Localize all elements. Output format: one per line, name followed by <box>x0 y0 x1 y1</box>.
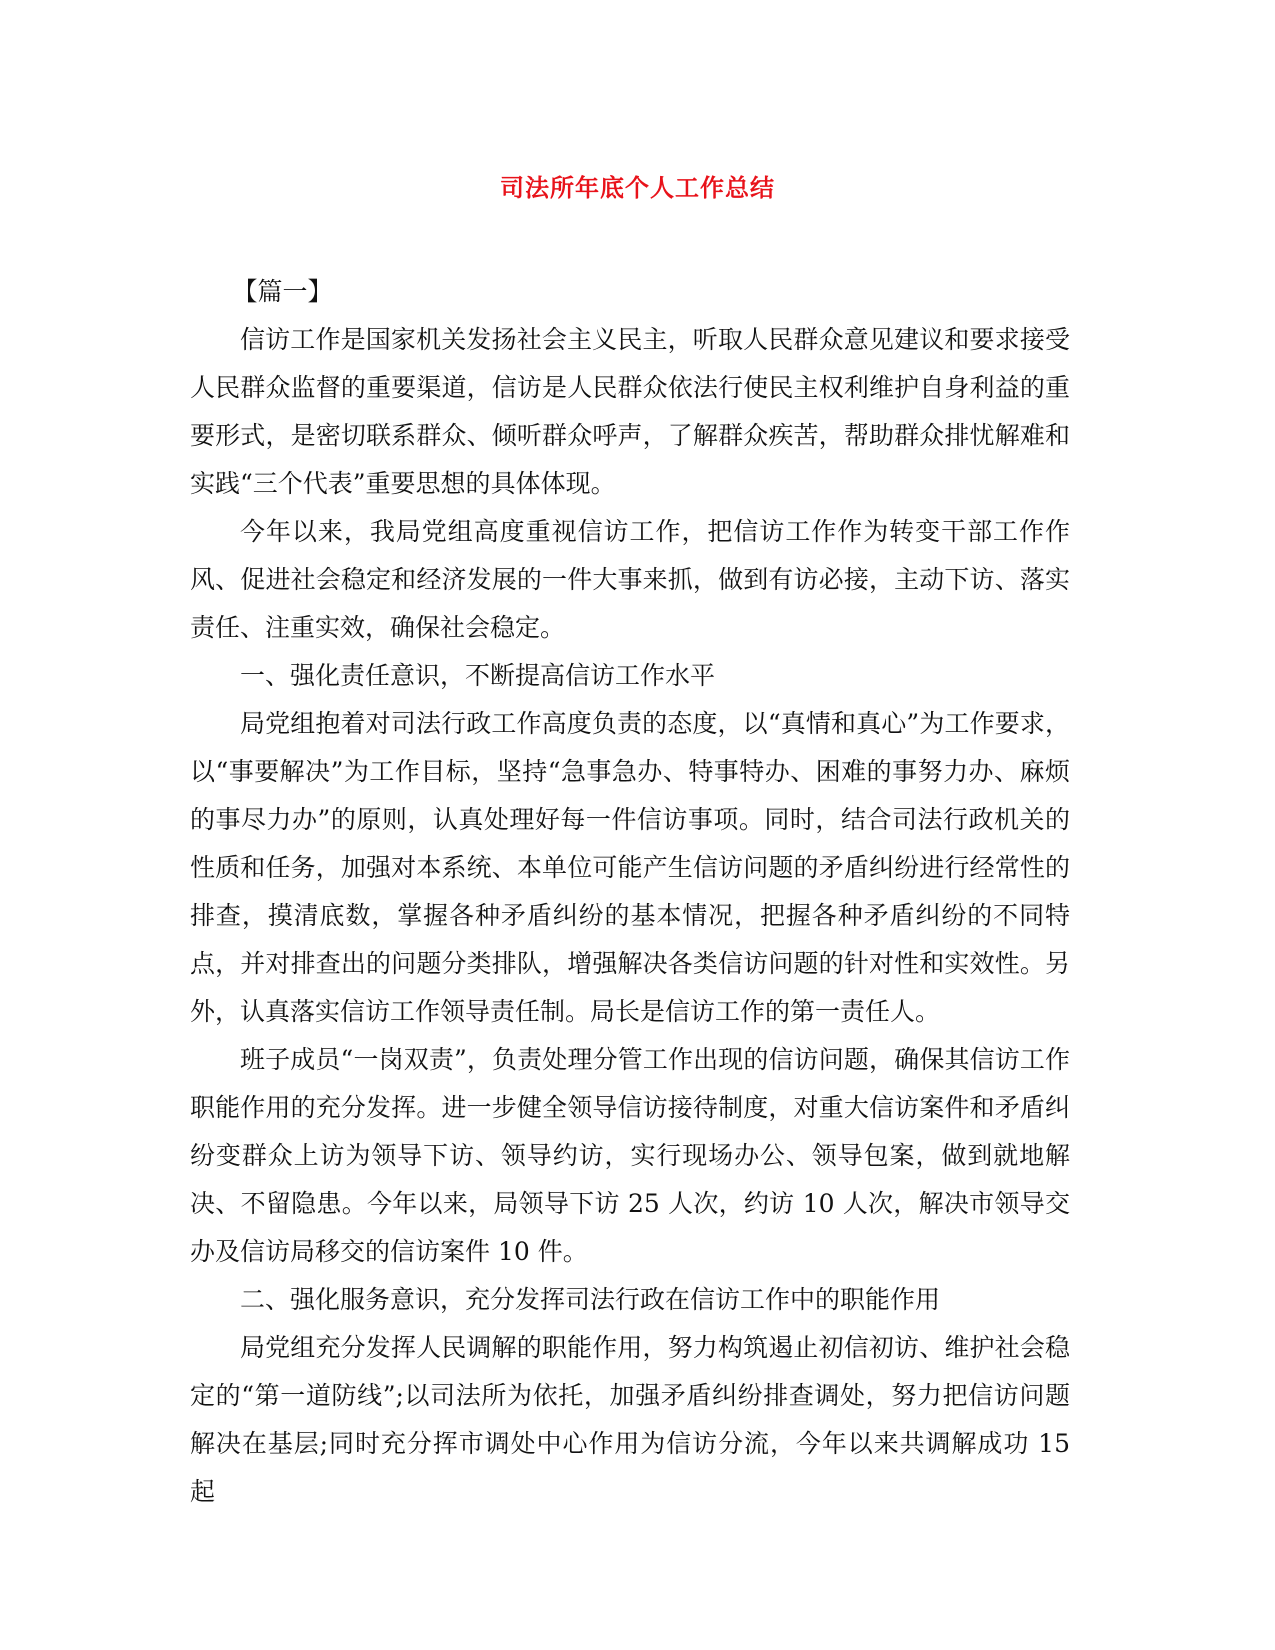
paragraph: 今年以来，我局党组高度重视信访工作，把信访工作作为转变干部工作作风、促进社会稳定和经济发展的一件大事来抓，做到有访必接，主动下访、落实责任、注重实效，确保社会稳定。 <box>190 517 1070 642</box>
section-label: 【篇一】 <box>232 277 333 306</box>
paragraph: 局党组充分发挥人民调解的职能作用，努力构筑遏止初信初访、维护社会稳定的“第一道防线”;以司法所为依托，加强矛盾纠纷排查调处，努力把信访问题解决在基层;同时充分挥市调处中心作用为信访分流，今年以来共调解成功 15 起 <box>190 1333 1070 1506</box>
paragraph: 班子成员“一岗双责”，负责处理分管工作出现的信访问题，确保其信访工作职能作用的充分发挥。进一步健全领导信访接待制度，对重大信访案件和矛盾纠纷变群众上访为领导下访、领导约访，实行现场办公、领导包案，做到就地解决、不留隐患。今年以来，局领导下访 25 人次，约访 10 人次，解决市领导交办及信访局移交的信访案件 10 件。 <box>190 1045 1070 1266</box>
section-heading: 一、强化责任意识，不断提高信访工作水平 <box>240 661 716 690</box>
document-body <box>190 268 1070 1516</box>
paragraph: 局党组抱着对司法行政工作高度负责的态度，以“真情和真心”为工作要求，以“事要解决”为工作目标，坚持“急事急办、特事特办、困难的事努力办、麻烦的事尽力办”的原则，认真处理好每一件信访事项。同时，结合司法行政机关的性质和任务，加强对本系统、本单位可能产生信访问题的矛盾纠纷进行经常性的排查，摸清底数，掌握各种矛盾纠纷的基本情况，把握各种矛盾纠纷的不同特点，并对排查出的问题分类排队，增强解决各类信访问题的针对性和实效性。另外，认真落实信访工作领导责任制。局长是信访工作的第一责任人。 <box>190 709 1070 1026</box>
document-title: 司法所年底个人工作总结 <box>500 174 775 202</box>
section-heading: 二、强化服务意识，充分发挥司法行政在信访工作中的职能作用 <box>240 1285 941 1314</box>
paragraph: 信访工作是国家机关发扬社会主义民主，听取人民群众意见建议和要求接受人民群众监督的重要渠道，信访是人民群众依法行使民主权利维护自身利益的重要形式，是密切联系群众、倾听群众呼声，了解群众疾苦，帮助群众排忧解难和实践“三个代表”重要思想的具体体现。 <box>190 325 1070 498</box>
